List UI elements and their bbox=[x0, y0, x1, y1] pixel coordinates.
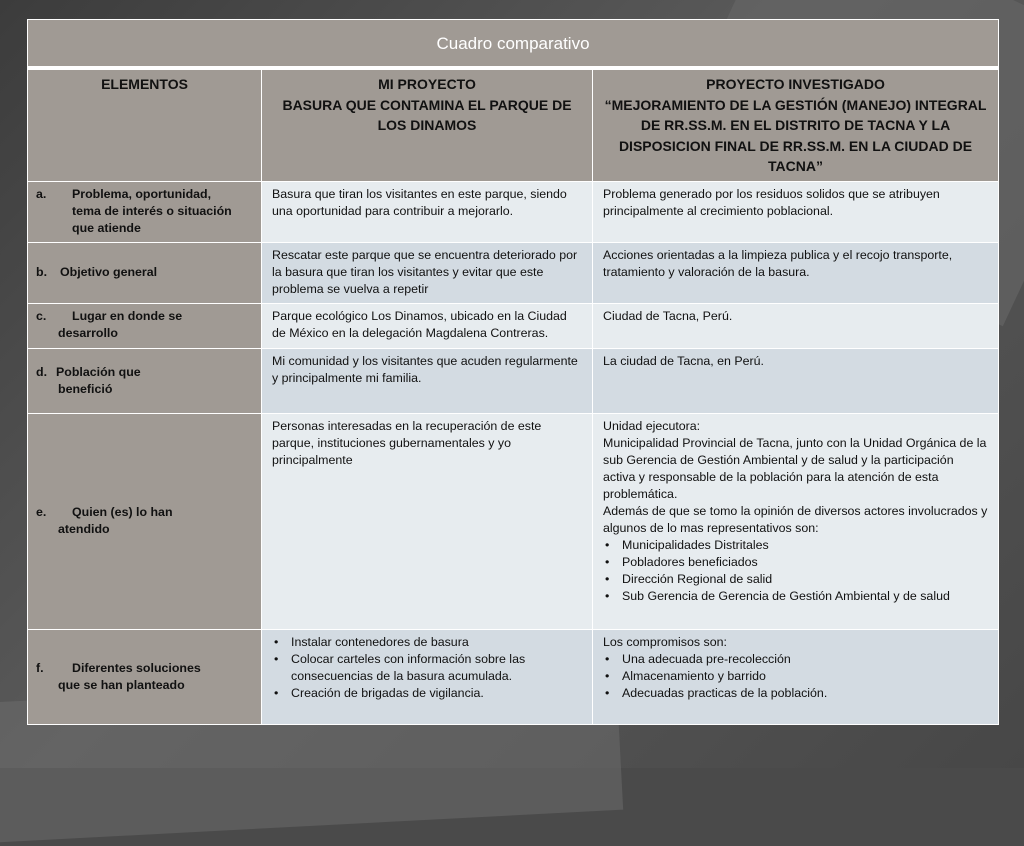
cell-mi-proyecto: Basura que tiran los visitantes en este parque, siendo una oportunidad para contribuir a mejorarlo. bbox=[262, 181, 593, 242]
cell-proyecto-investigado: Acciones orientadas a la limpieza publica y el recojo transporte, tratamiento y valoración de la basura. bbox=[593, 242, 999, 303]
table-row bbox=[28, 348, 999, 413]
cell-mi-proyecto: Personas interesadas en la recuperación de este parque, instituciones gubernamentales y yo principalmente bbox=[262, 413, 593, 629]
row-letter: e. bbox=[36, 505, 47, 519]
header-elementos: ELEMENTOS bbox=[28, 68, 262, 181]
row-letter: a. bbox=[36, 186, 47, 201]
cell-proyecto-investigado bbox=[593, 413, 999, 629]
row-label-line1: Diferentes soluciones bbox=[72, 660, 201, 675]
row-letter: c. bbox=[36, 308, 47, 323]
row-label bbox=[28, 303, 262, 348]
cell-mi-proyecto: Rescatar este parque que se encuentra deteriorado por la basura que tiran los visitantes y evitar que este problema se vuelva a repetir bbox=[262, 242, 593, 303]
cell-proyecto-investigado: Problema generado por los residuos solidos que se atribuyen principalmente al crecimiento poblacional. bbox=[593, 181, 999, 242]
investigated-text: Unidad ejecutora: Municipalidad Provincial de Tacna, junto con la Unidad Orgánica de la sub Gerencia de Gestión Ambiental y de salud y la participación activa y responsable de la población para la atención de esta problemática. Además de que se tomo la opinión de diversos actores involucrados y algunos de lo mas representativos son: bbox=[603, 418, 988, 535]
investigated-list bbox=[603, 651, 988, 702]
list-item: • Almacenamiento y barrido bbox=[603, 668, 988, 685]
table-row bbox=[28, 303, 999, 348]
list-item: • Instalar contenedores de basura bbox=[272, 634, 582, 651]
cell-proyecto-investigado: Ciudad de Tacna, Perú. bbox=[593, 303, 999, 348]
row-label-rest: tema de interés o situación que atiende bbox=[72, 203, 232, 235]
investigated-list bbox=[603, 537, 988, 605]
mine-list bbox=[272, 634, 582, 702]
row-letter: d. bbox=[36, 364, 48, 379]
cell-mi-proyecto bbox=[262, 629, 593, 724]
header-proyecto-investigado: PROYECTO INVESTIGADO “MEJORAMIENTO DE LA GESTIÓN (MANEJO) INTEGRAL DE RR.SS.M. EN EL DISTRITO DE TACNA Y LA DISPOSICION FINAL DE RR.SS.M. EN LA CIUDAD DE TACNA” bbox=[593, 68, 999, 181]
cell-mi-proyecto: Parque ecológico Los Dinamos, ubicado en la Ciudad de México en la delegación Magdalena Contreras. bbox=[262, 303, 593, 348]
cell-proyecto-investigado: La ciudad de Tacna, en Perú. bbox=[593, 348, 999, 413]
comparison-table bbox=[27, 19, 999, 725]
comparison-table-frame bbox=[27, 19, 998, 721]
list-item: • Una adecuada pre-recolección bbox=[603, 651, 988, 668]
table-row bbox=[28, 242, 999, 303]
row-label-rest: que se han planteado bbox=[58, 677, 185, 692]
row-label-line1: Quien (es) lo han bbox=[72, 505, 173, 519]
row-label-line1: Objetivo general bbox=[60, 265, 158, 279]
cell-mi-proyecto: Mi comunidad y los visitantes que acuden regularmente y principalmente mi familia. bbox=[262, 348, 593, 413]
row-label bbox=[28, 413, 262, 629]
cell-proyecto-investigado bbox=[593, 629, 999, 724]
row-label bbox=[28, 242, 262, 303]
row-label-line1: Población que bbox=[56, 364, 141, 379]
list-item: • Sub Gerencia de Gerencia de Gestión Ambiental y de salud bbox=[603, 588, 988, 605]
list-item: • Creación de brigadas de vigilancia. bbox=[272, 685, 582, 702]
row-label bbox=[28, 629, 262, 724]
list-item: • Municipalidades Distritales bbox=[603, 537, 988, 554]
list-item: • Dirección Regional de salid bbox=[603, 571, 988, 588]
list-item: • Pobladores beneficiados bbox=[603, 554, 988, 571]
row-label-line1: Problema, oportunidad, bbox=[72, 186, 212, 201]
list-item: • Adecuadas practicas de la población. bbox=[603, 685, 988, 702]
investigated-text: Los compromisos son: bbox=[603, 634, 727, 649]
row-label bbox=[28, 181, 262, 242]
table-row bbox=[28, 413, 999, 629]
table-row bbox=[28, 181, 999, 242]
row-letter: f. bbox=[36, 660, 44, 675]
row-label-rest: benefició bbox=[58, 381, 113, 396]
table-row bbox=[28, 629, 999, 724]
list-item: • Colocar carteles con información sobre las consecuencias de la basura acumulada. bbox=[272, 651, 582, 685]
row-label-line1: Lugar en donde se bbox=[72, 308, 183, 323]
row-letter: b. bbox=[36, 265, 48, 279]
table-title: Cuadro comparativo bbox=[28, 20, 999, 69]
header-mi-proyecto: MI PROYECTO BASURA QUE CONTAMINA EL PARQUE DE LOS DINAMOS bbox=[262, 68, 593, 181]
row-label bbox=[28, 348, 262, 413]
row-label-rest: atendido bbox=[58, 522, 110, 536]
row-label-rest: desarrollo bbox=[58, 325, 118, 340]
